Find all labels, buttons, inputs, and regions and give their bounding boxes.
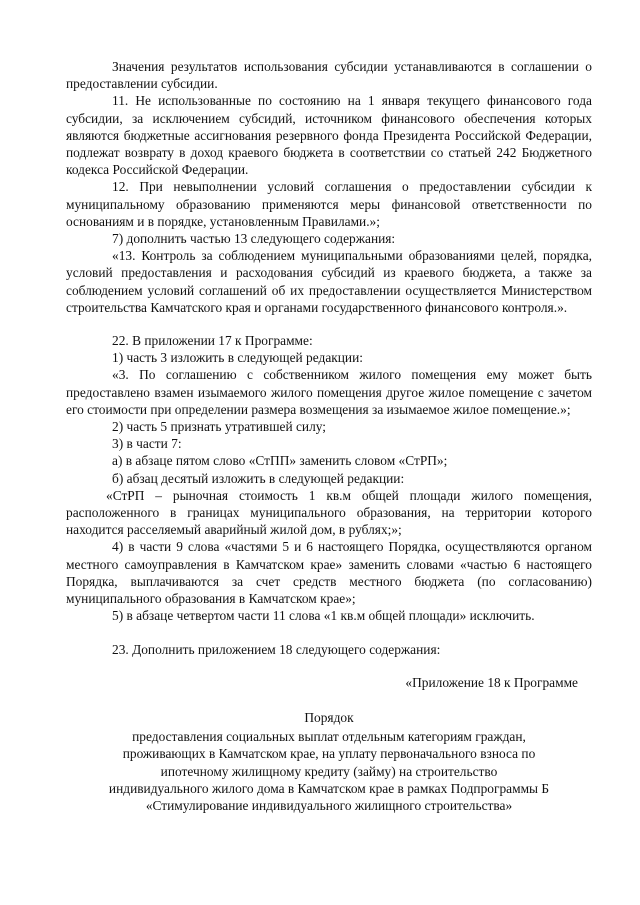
paragraph-results-values: Значения результатов использования субсидии устанавливаются в соглашении о предоставлении субсидии. (66, 59, 592, 92)
paragraph-11: 11. Не использованные по состоянию на 1 января текущего финансового года субсидии, за исключением субсидий, источником финансового обеспечения которых являются бюджетные ассигнования резервного фонда Президента Российской Федерации, подлежат возврату в доход краевого бюджета в соответствии со статьей 242 Бюджетного кодекса Российской Федерации. (66, 93, 592, 178)
paragraph-22-item-2: 2) часть 5 признать утратившей силу; (112, 419, 327, 435)
procedure-title-line: «Стимулирование индивидуального жилищного строительства» (145, 797, 513, 813)
paragraph-12: 12. При невыполнении условий соглашения о предоставлении субсидии к муниципальному образованию применяются меры финансовой ответственности по основаниям и в порядке, установленным Правилами.»; (66, 179, 592, 229)
paragraph-22-item-4: 4) в части 9 слова «частями 5 и 6 настоящего Порядка, осуществляются органом местного самоуправления в Камчатском крае» заменить словами «частью 6 настоящего Порядка, выплачиваются за счет средств местного бюджета (по согласованию) муниципального образования в Камчатском крае»; (66, 539, 592, 607)
paragraph-22-item-1: 1) часть 3 изложить в следующей редакции: (112, 350, 363, 366)
paragraph-22-item-3a: а) в абзаце пятом слово «СтПП» заменить словом «СтРП»; (112, 453, 448, 469)
paragraph-22: 22. В приложении 17 к Программе: (112, 333, 313, 349)
paragraph-strp-definition: «СтРП – рыночная стоимость 1 кв.м общей площади жилого помещения, расположенного в границах муниципального образования, на территории которого находится расселяемый аварийный жилой дом, в рублях;»; (66, 487, 592, 538)
appendix-18-label: «Приложение 18 к Программе (405, 674, 578, 690)
document-body (66, 58, 592, 814)
paragraph-item-7: 7) дополнить частью 13 следующего содержания: (112, 231, 396, 247)
paragraph-22-item-3b: б) абзац десятый изложить в следующей редакции: (112, 470, 405, 486)
procedure-title-line: индивидуального жилого дома в Камчатском крае в рамках Подпрограммы Б (108, 780, 550, 796)
paragraph-part-3: «3. По соглашению с собственником жилого помещения ему может быть предоставлено взамен изымаемого жилого помещения другое жилое помещение с зачетом его стоимости при определении размера возмещения за изымаемое жилое помещение.»; (66, 367, 592, 417)
paragraph-13: «13. Контроль за соблюдением муниципальными образованиями целей, порядка, условий предоставления и расходования субсидий из краевого бюджета, а также за соблюдением условий соглашений об их предоставлении осуществляется Министерством строительства Камчатского края и органами государственного финансового контроля.». (66, 248, 592, 315)
procedure-title-line: ипотечному жилищному кредиту (займу) на строительство (160, 763, 498, 779)
procedure-title (66, 709, 592, 814)
procedure-title-line: проживающих в Камчатском крае, на уплату первоначального взноса по (122, 746, 536, 762)
procedure-title-line: предоставления социальных выплат отдельным категориям граждан, (132, 729, 526, 745)
paragraph-22-item-5: 5) в абзаце четвертом части 11 слова «1 кв.м общей площади» исключить. (112, 608, 535, 624)
paragraph-22-item-3: 3) в части 7: (112, 436, 182, 452)
paragraph-23: 23. Дополнить приложением 18 следующего содержания: (112, 641, 441, 657)
procedure-heading: Порядок (304, 709, 354, 725)
